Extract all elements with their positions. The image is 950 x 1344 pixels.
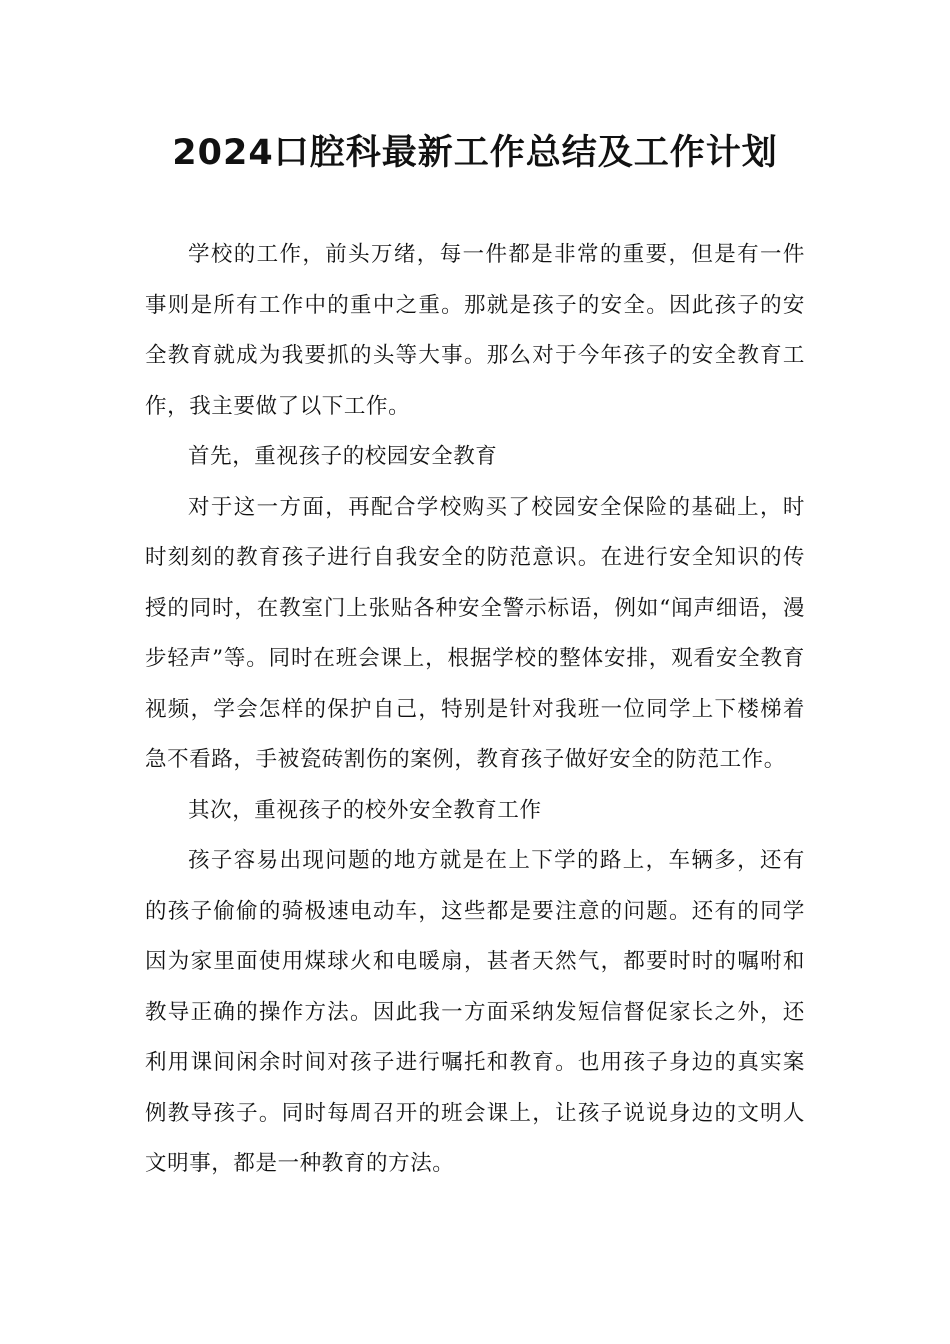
- document-title: 2024口腔科最新工作总结及工作计划: [172, 133, 778, 173]
- section-heading-offcampus-safety: 其次，重视孩子的校外安全教育工作: [188, 797, 542, 823]
- document-body: [145, 230, 805, 1190]
- paragraph-intro: 学校的工作，前头万绪，每一件都是非常的重要，但是有一件事则是所有工作中的重中之重。那就是孩子的安全。因此孩子的安全教育就成为我要抓的头等大事。那么对于今年孩子的安全教育工作，我主要做了以下工作。: [145, 242, 805, 419]
- paragraph-campus-safety: 对于这一方面，再配合学校购买了校园安全保险的基础上，时时刻刻的教育孩子进行自我安全的防范意识。在进行安全知识的传授的同时，在教室门上张贴各种安全警示标语，例如“闻声细语，漫步轻声”等。同时在班会课上，根据学校的整体安排，观看安全教育视频，学会怎样的保护自己，特别是针对我班一位同学上下楼梯着急不看路，手被瓷砖割伤的案例，教育孩子做好安全的防范工作。: [145, 494, 805, 772]
- paragraph-offcampus-safety: 孩子容易出现问题的地方就是在上下学的路上，车辆多，还有的孩子偷偷的骑极速电动车，这些都是要注意的问题。还有的同学因为家里面使用煤球火和电暖扇，甚者天然气，都要时时的嘱咐和教导正确的操作方法。因此我一方面采纳发短信督促家长之外，还利用课间闲余时间对孩子进行嘱托和教育。也用孩子身边的真实案例教导孩子。同时每周召开的班会课上，让孩子说说身边的文明人文明事，都是一种教育的方法。: [145, 848, 805, 1176]
- section-heading-campus-safety: 首先，重视孩子的校园安全教育: [188, 444, 498, 469]
